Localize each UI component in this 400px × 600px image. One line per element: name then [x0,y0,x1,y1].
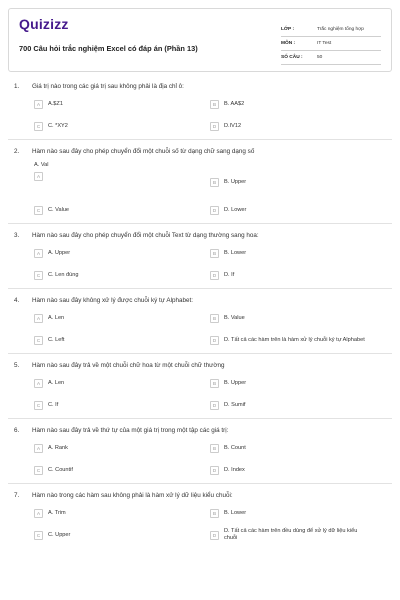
option-key-box[interactable]: C [34,531,43,540]
option-key-box[interactable]: B [210,249,219,258]
option-a[interactable] [34,309,194,327]
option-text: B. AA$2 [224,100,245,107]
option-key-box[interactable]: C [34,271,43,280]
worksheet-meta [281,23,381,65]
question-head [12,145,388,157]
option-key-box[interactable]: C [34,122,43,131]
options-grid [12,309,388,349]
option-key-box[interactable]: D [210,401,219,410]
option-a[interactable] [34,439,194,457]
option-d[interactable] [210,461,370,479]
option-text: D. Tất cả các hàm trên đều dùng để xử lý dữ liệu kiểu chuỗi [224,528,358,541]
meta-row-subject [281,37,381,51]
question-text: Hàm nào sau đây cho phép chuyển đổi một chuỗi Text từ dạng thường sang hoa: [32,231,259,239]
option-key-box[interactable]: D [210,531,219,540]
option-key-box[interactable]: A [34,379,43,388]
option-key-box[interactable]: B [210,509,219,518]
question-text: Hàm nào sau đây không xử lý được chuỗi ký tự Alphabet: [32,296,193,304]
option-d[interactable] [210,526,370,544]
option-text: C. If [48,401,59,408]
option-key-box[interactable]: D [210,122,219,131]
option-key-box[interactable]: B [210,314,219,323]
option-key-box[interactable]: C [34,336,43,345]
option-key-box[interactable]: C [34,206,43,215]
option-text: A.$Z1 [48,100,63,107]
option-text: C. Countif [48,466,73,473]
question-head [12,229,388,241]
option-text: D. Tất cả các hàm trên là hàm xử lý chuỗi ký tự Alphabet [224,336,365,343]
option-text: A. Upper [48,249,71,256]
option-text: C. Left [48,336,65,343]
question-number: 6. [14,426,20,434]
option-text: B. Lower [224,249,247,256]
options-grid [12,95,388,135]
options-grid [12,504,388,544]
option-d[interactable] [210,331,370,349]
option-key-box[interactable]: B [210,178,219,187]
option-text: A. Rank [48,444,68,451]
divider [8,353,392,354]
option-key-box[interactable]: C [34,466,43,475]
option-b[interactable] [210,173,370,191]
options-grid [12,439,388,479]
option-text: D. Sumif [224,401,246,408]
question-item [8,489,392,544]
option-a[interactable] [34,244,194,262]
question-text: Hàm nào trong các hàm sau không phải là hàm xử lý dữ liệu kiểu chuỗi: [32,491,233,499]
option-key-box[interactable]: A [34,172,43,181]
option-text: B. Count [224,444,246,451]
option-text: C. *XY2 [48,122,68,129]
header-left [19,15,198,65]
option-b[interactable] [210,244,370,262]
meta-row-class [281,23,381,37]
question-head [12,80,388,92]
option-key-box[interactable]: D [210,206,219,215]
quizizz-logo[interactable]: Quizizz [19,16,69,32]
option-text: A. Len [48,314,65,321]
question-number: 5. [14,361,20,369]
option-a[interactable] [34,374,194,392]
question-item [8,229,392,284]
option-c[interactable] [34,117,194,135]
question-text: Hàm nào sau đây cho phép chuyển đổi một chuỗi số từ dạng chữ sang dạng số [32,147,255,155]
question-number: 4. [14,296,20,304]
option-text: D. Lower [224,206,247,213]
option-c[interactable] [34,266,194,284]
option-c[interactable] [34,526,194,544]
meta-label: LỚP : [281,27,295,32]
option-c[interactable] [34,396,194,414]
question-item [8,359,392,414]
question-head [12,489,388,501]
question-item [8,145,392,219]
option-d[interactable] [210,117,370,135]
question-text: Hàm nào sau đây trả về một chuỗi chữ hoa từ một chuỗi chữ thường [32,361,225,369]
option-text: C. Value [48,206,70,213]
meta-row-question-count [281,51,381,65]
divider [8,139,392,140]
divider [8,418,392,419]
option-text: C. Upper [48,531,71,538]
page-title: 700 Câu hỏi trắc nghiệm Excel có đáp án (Phần 13) [19,44,198,53]
option-d[interactable] [210,201,370,219]
option-c[interactable] [34,331,194,349]
question-item [8,424,392,479]
option-text: B. Upper [224,379,247,386]
option-key-box[interactable]: D [210,336,219,345]
option-c[interactable] [34,461,194,479]
meta-value: IT Test [317,41,332,46]
question-head [12,294,388,306]
option-text: D. If [224,271,235,278]
option-text: C. Len đúng [48,271,79,278]
options-grid [12,244,388,284]
option-d[interactable] [210,266,370,284]
option-text: D.IV12 [224,122,242,129]
meta-value: Trắc nghiệm tổng hợp [317,27,364,32]
question-head [12,359,388,371]
meta-label: MÔN : [281,41,296,46]
option-key-box[interactable]: A [34,509,43,518]
option-key-box[interactable]: A [34,444,43,453]
option-a[interactable] [34,95,194,113]
question-number: 7. [14,491,20,499]
option-text: B. Upper [224,178,247,185]
question-text: Hàm nào sau đây trả về thứ tự của một giá trị trong một tập các giá trị: [32,426,229,434]
option-b[interactable] [210,439,370,457]
question-item [8,80,392,135]
option-key-box[interactable]: B [210,100,219,109]
question-number: 2. [14,147,20,155]
question-list [8,80,392,544]
option-b[interactable] [210,309,370,327]
option-row [34,172,48,181]
option-key-box[interactable]: D [210,271,219,280]
question-number: 3. [14,231,20,239]
divider [8,223,392,224]
option-key-box[interactable]: C [34,401,43,410]
option-a[interactable] [34,504,194,522]
option-b[interactable] [210,95,370,113]
meta-value: 50 [317,55,323,60]
question-item [8,294,392,349]
divider [8,288,392,289]
option-key-box[interactable]: D [210,466,219,475]
options-grid [12,161,388,219]
option-b[interactable] [210,504,370,522]
question-number: 1. [14,82,20,90]
option-text: A. Val [34,162,49,168]
option-d[interactable] [210,396,370,414]
question-head [12,424,388,436]
option-text: A. Trim [48,509,66,516]
option-key-box[interactable]: A [34,100,43,109]
option-text: D. Index [224,466,245,473]
option-key-box[interactable]: B [210,444,219,453]
option-key-box[interactable]: A [34,249,43,258]
option-key-box[interactable]: B [210,379,219,388]
option-text: B. Value [224,314,245,321]
option-c[interactable] [34,201,194,219]
meta-label: SỐ CÂU : [281,55,303,60]
worksheet-header [8,8,392,72]
option-text: A. Len [48,379,65,386]
option-key-box[interactable]: A [34,314,43,323]
option-b[interactable] [210,374,370,392]
option-a[interactable] [34,161,194,191]
question-text: Giá trị nào trong các giá trị sau không phải là địa chỉ ô: [32,82,184,90]
option-text: B. Lower [224,509,247,516]
divider [8,483,392,484]
options-grid [12,374,388,414]
